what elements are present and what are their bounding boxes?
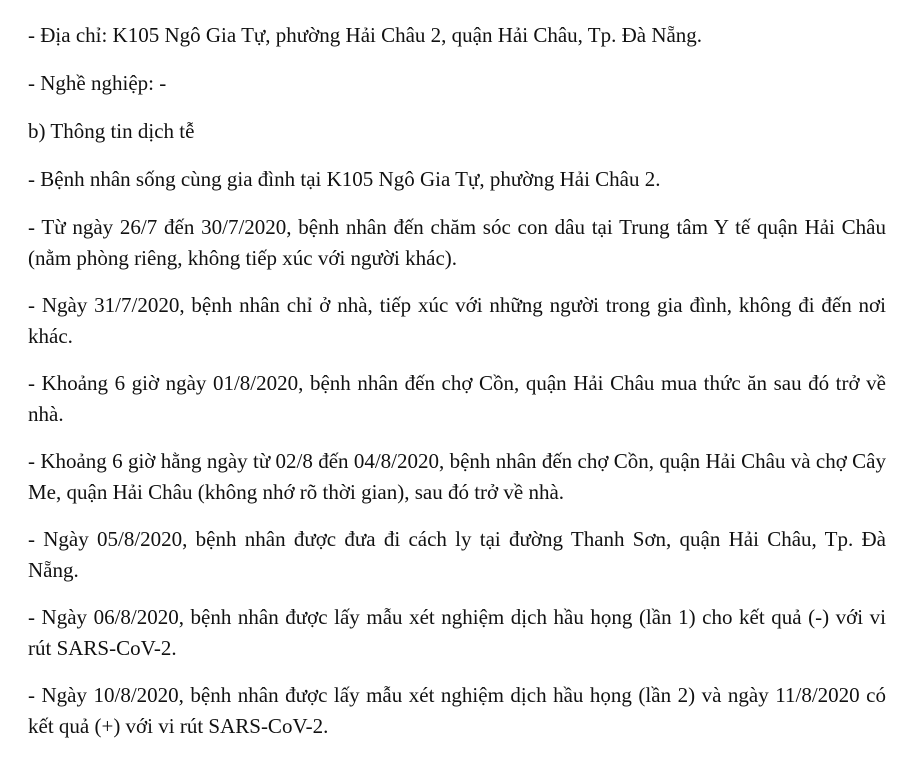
paragraph-timeline-item: - Từ ngày 26/7 đến 30/7/2020, bệnh nhân đến chăm sóc con dâu tại Trung tâm Y tế quận Hải Châu (nằm phòng riêng, không tiếp xúc với người khác). [28,215,886,270]
paragraph-timeline-item: - Khoảng 6 giờ hằng ngày từ 02/8 đến 04/8/2020, bệnh nhân đến chợ Cồn, quận Hải Châu và chợ Cây Me, quận Hải Châu (không nhớ rõ thời gian), sau đó trở về nhà. [28,449,886,504]
paragraph-timeline-item: - Ngày 31/7/2020, bệnh nhân chỉ ở nhà, tiếp xúc với những người trong gia đình, không đi đến nơi khác. [28,293,886,348]
paragraph-timeline-item: - Ngày 05/8/2020, bệnh nhân được đưa đi cách ly tại đường Thanh Sơn, quận Hải Châu, Tp. Đà Nẵng. [28,527,886,582]
paragraph-timeline-item: - Khoảng 6 giờ ngày 01/8/2020, bệnh nhân đến chợ Cồn, quận Hải Châu mua thức ăn sau đó trở về nhà. [28,371,886,426]
document-body [28,20,886,758]
paragraph-residence: - Bệnh nhân sống cùng gia đình tại K105 Ngô Gia Tự, phường Hải Châu 2. [28,167,661,191]
paragraph-timeline-item: - Ngày 10/8/2020, bệnh nhân được lấy mẫu xét nghiệm dịch hầu họng (lần 2) và ngày 11/8/2020 có kết quả (+) với vi rút SARS-CoV-2. [28,683,886,738]
paragraph-occupation: - Nghề nghiệp: - [28,71,167,95]
paragraph-timeline-item: - Ngày 06/8/2020, bệnh nhân được lấy mẫu xét nghiệm dịch hầu họng (lần 1) cho kết quả (-) với vi rút SARS-CoV-2. [28,605,886,660]
paragraph-address: - Địa chỉ: K105 Ngô Gia Tự, phường Hải Châu 2, quận Hải Châu, Tp. Đà Nẵng. [28,23,703,47]
section-heading-epidemiology: b) Thông tin dịch tễ [28,119,195,143]
